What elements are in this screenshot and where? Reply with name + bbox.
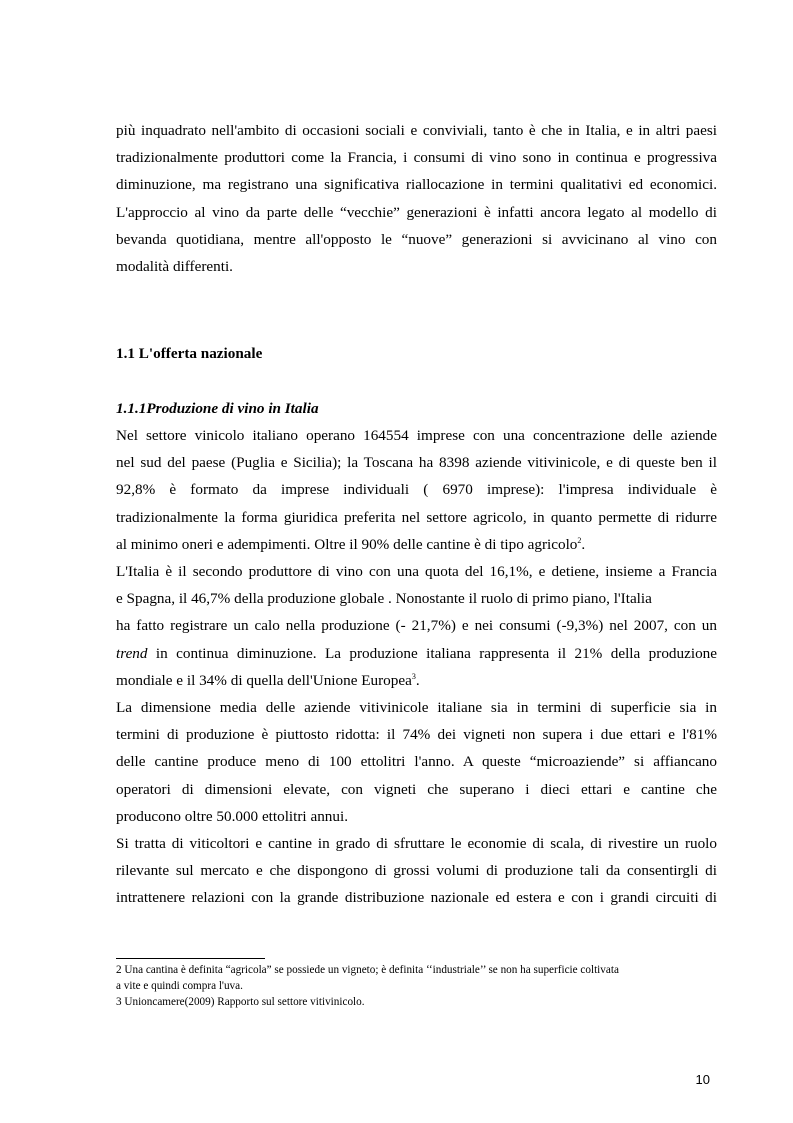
text-line: tradizionalmente produttori come la Francia, i consumi di vino sono in continua e progressiva xyxy=(116,149,717,167)
text-line: intrattenere relazioni con la grande distribuzione nazionale ed estera e con i grandi circuiti di xyxy=(116,889,717,907)
text-line: mondiale e il 34% di quella dell'Unione Europea$^3$. xyxy=(116,671,420,689)
text-line: 92,8% è formato da imprese individuali ( 6970 imprese): l'impresa individuale è xyxy=(116,481,717,499)
text-line: rilevante sul mercato e che dispongono di grossi volumi di produzione tali da consentirgli di xyxy=(116,862,717,880)
text-line: al minimo oneri e adempimenti. Oltre il 90% delle cantine è di tipo agricolo$^2$. xyxy=(116,535,586,553)
footnote-reference[interactable]: 3 xyxy=(411,671,416,681)
text-line: più inquadrato nell'ambito di occasioni sociali e conviviali, tanto è che in Italia, e in altri paesi xyxy=(116,122,717,139)
text-line: delle cantine produce meno di 100 ettolitri l'anno. A queste “microaziende” si affiancano xyxy=(116,753,717,771)
text-line: e Spagna, il 46,7% della produzione globale . Nonostante il ruolo di primo piano, l'Italia xyxy=(116,590,652,608)
text-line: producono oltre 50.000 ettolitri annui. xyxy=(116,807,348,825)
footnote-reference[interactable]: 2 xyxy=(577,535,582,545)
body-paragraph-production xyxy=(116,422,717,912)
text-line: ha fatto registrare un calo nella produzione (- 21,7%) e nei consumi (-9,3%) nel 2007, con un xyxy=(116,617,717,635)
emphasis-trend: trend xyxy=(116,644,148,662)
text-line: modalità differenti. xyxy=(116,258,233,276)
text-line: L'Italia è il secondo produttore di vino con una quota del 16,1%, e detiene, insieme a Francia xyxy=(116,563,717,581)
text-line: Nel settore vinicolo italiano operano 164554 imprese con una concentrazione delle aziende xyxy=(116,427,717,444)
text-line xyxy=(116,640,717,667)
page-number: 10 xyxy=(695,1072,710,1087)
text-line-content: in continua diminuzione. La produzione italiana rappresenta il 21% della produzione xyxy=(147,644,717,662)
footnotes xyxy=(116,962,726,1010)
text-line: Si tratta di viticoltori e cantine in grado di sfruttare le economie di scala, di rivestire un ruolo xyxy=(116,835,717,853)
text-line: L'approccio al vino da parte delle “vecchie” generazioni è infatti ancora legato al modello di xyxy=(116,203,717,221)
text-line: bevanda quotidiana, mentre all'opposto le “nuove” generazioni si avvicinano al vino con xyxy=(116,230,717,248)
section-heading: 1.1 L'offerta nazionale xyxy=(116,345,263,362)
text-line: La dimensione media delle aziende vitivinicole italiane sia in termini di superficie sia in xyxy=(116,699,717,717)
footnote-line: a vite e quindi compra l'uva. xyxy=(116,980,243,992)
footnote-line: 2 Una cantina è definita “agricola” se possiede un vigneto; è definita ‘‘industriale’’ se non ha superficie coltivata xyxy=(116,964,619,976)
subsection-heading: 1.1.1Produzione di vino in Italia xyxy=(116,400,319,417)
footnote-separator xyxy=(116,958,265,959)
text-line: termini di produzione è piuttosto ridotta: il 74% dei vigneti non supera i due ettari e l'81% xyxy=(116,726,717,744)
text-line-content: al minimo oneri e adempimenti. Oltre il 90% delle cantine è di tipo agricolo xyxy=(116,535,578,553)
text-line-content: mondiale e il 34% di quella dell'Unione Europea xyxy=(116,671,412,689)
footnote-line: 3 Unioncamere(2009) Rapporto sul settore vitivinicolo. xyxy=(116,996,365,1008)
text-line: diminuzione, ma registrano una significativa riallocazione in termini qualitativi ed economici. xyxy=(116,176,717,194)
text-line: nel sud del paese (Puglia e Sicilia); la Toscana ha 8398 aziende vitivinicole, e di queste ben il xyxy=(116,454,717,472)
text-line: operatori di dimensioni elevate, con vigneti che superano i dieci ettari e cantine che xyxy=(116,780,717,798)
intro-paragraph xyxy=(116,117,717,280)
text-line: tradizionalmente la forma giuridica preferita nel settore agricolo, in quanto permette di ridurre xyxy=(116,508,717,526)
